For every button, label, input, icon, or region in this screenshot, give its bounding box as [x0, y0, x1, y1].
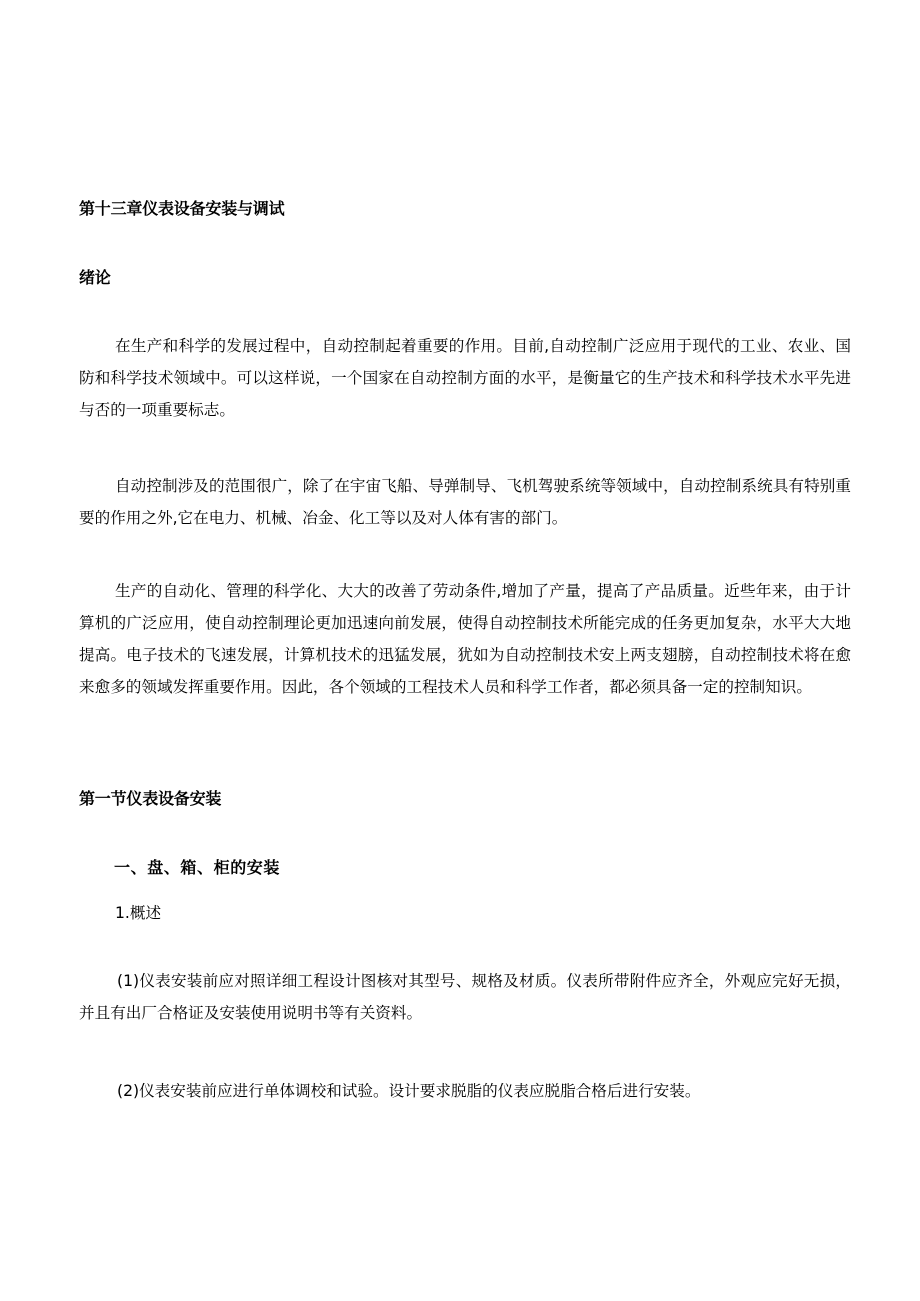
- chapter-title: 第十三章仪表设备安装与调试: [79, 199, 285, 218]
- subsection-heading: 一、盘、箱、柜的安装: [114, 858, 281, 877]
- section-heading: 第一节仪表设备安装: [79, 789, 222, 808]
- item-paragraph-2: (2)仪表安装前应进行单体调校和试验。设计要求脱脂的仪表应脱脂合格后进行安装。: [117, 1082, 701, 1100]
- item-heading: 1.概述: [115, 904, 162, 922]
- intro-heading: 绪论: [79, 268, 111, 287]
- intro-paragraph-1: 在生产和科学的发展过程中，自动控制起着重要的作用。目前,自动控制广泛应用于现代的工业、农业、国防和科学技术领域中。可以这样说，一个国家在自动控制方面的水平，是衡量它的生产技术和科学技术水平先进与否的一项重要标志。: [79, 337, 851, 419]
- item-paragraph-1: (1)仪表安装前应对照详细工程设计图核对其型号、规格及材质。仪表所带附件应齐全，外观应完好无损，并且有出厂合格证及安装使用说明书等有关资料。: [79, 972, 851, 1022]
- intro-paragraph-3: 生产的自动化、管理的科学化、大大的改善了劳动条件,增加了产量，提高了产品质量。近些年来，由于计算机的广泛应用，使自动控制理论更加迅速向前发展，使得自动控制技术所能完成的任务更加复杂，水平大大地提高。电子技术的飞速发展，计算机技术的迅猛发展，犹如为自动控制技术安上两支翅膀，自动控制技术将在愈来愈多的领域发挥重要作用。因此，各个领域的工程技术人员和科学工作者，都必须具备一定的控制知识。: [79, 582, 851, 696]
- intro-paragraph-2: 自动控制涉及的范围很广，除了在宇宙飞船、导弹制导、飞机驾驶系统等领域中，自动控制系统具有特别重要的作用之外,它在电力、机械、冶金、化工等以及对人体有害的部门。: [79, 477, 851, 527]
